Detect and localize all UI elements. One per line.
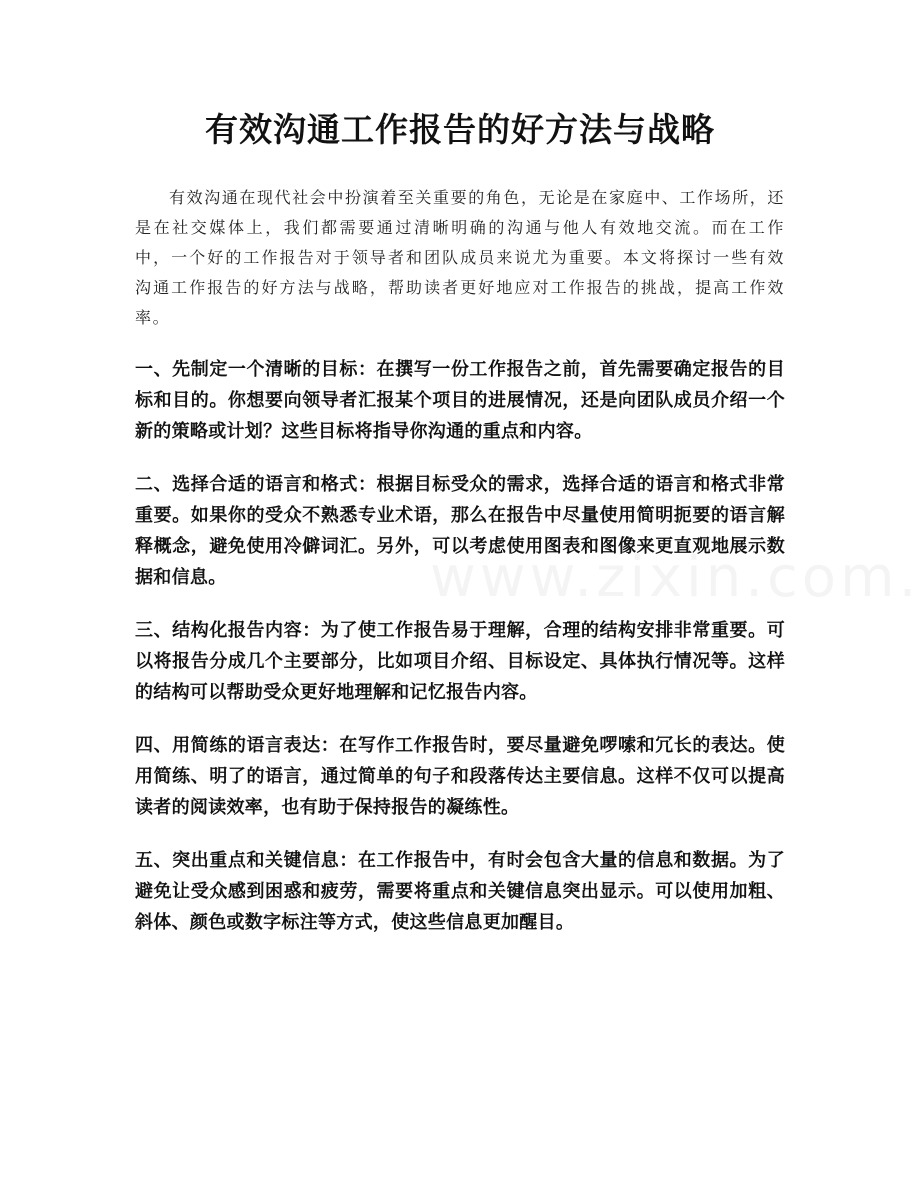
document-body — [135, 183, 785, 960]
document-title: 有效沟通工作报告的好方法与战略 — [205, 110, 715, 149]
intro-paragraph: 有效沟通在现代社会中扮演着至关重要的角色，无论是在家庭中、工作场所，还是在社交媒体上，我们都需要通过清晰明确的沟通与他人有效地交流。而在工作中，一个好的工作报告对于领导者和团队成员来说尤为重要。本文将探讨一些有效沟通工作报告的好方法与战略，帮助读者更好地应对工作报告的挑战，提高工作效率。 — [135, 188, 786, 327]
point-1-paragraph: 一、先制定一个清晰的目标：在撰写一份工作报告之前，首先需要确定报告的目标和目的。你想要向领导者汇报某个项目的进展情况，还是向团队成员介绍一个新的策略或计划？这些目标将指导你沟通的重点和内容。 — [135, 359, 785, 442]
point-5-paragraph: 五、突出重点和关键信息：在工作报告中，有时会包含大量的信息和数据。为了避免让受众感到困惑和疲劳，需要将重点和关键信息突出显示。可以使用加粗、斜体、颜色或数字标注等方式，使这些信息更加醒目。 — [135, 850, 785, 933]
point-4-paragraph: 四、用简练的语言表达：在写作工作报告时，要尽量避免啰嗦和冗长的表达。使用简练、明了的语言，通过简单的句子和段落传达主要信息。这样不仅可以提高读者的阅读效率，也有助于保持报告的凝练性。 — [135, 735, 785, 818]
point-2-paragraph: 二、选择合适的语言和格式：根据目标受众的需求，选择合适的语言和格式非常重要。如果你的受众不熟悉专业术语，那么在报告中尽量使用简明扼要的语言解释概念，避免使用冷僻词汇。另外，可以考虑使用图表和图像来更直观地展示数据和信息。 — [135, 474, 785, 588]
point-3-paragraph: 三、结构化报告内容：为了使工作报告易于理解，合理的结构安排非常重要。可以将报告分成几个主要部分，比如项目介绍、目标设定、具体执行情况等。这样的结构可以帮助受众更好地理解和记忆报告内容。 — [135, 620, 785, 703]
